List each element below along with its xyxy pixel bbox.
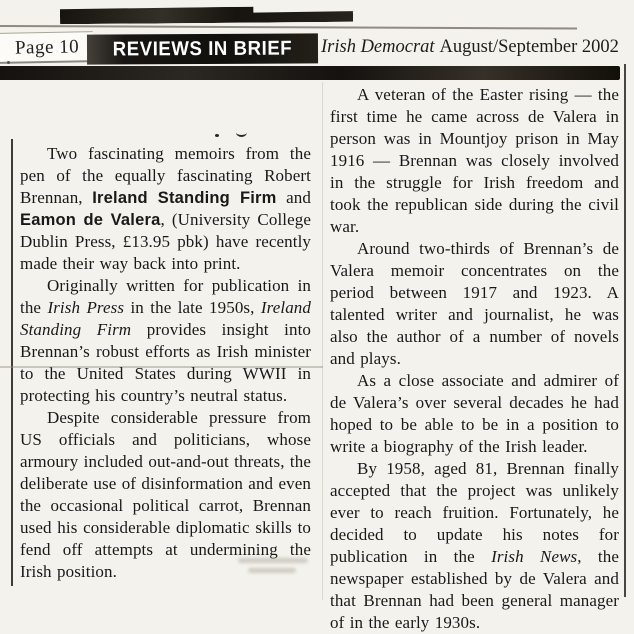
page-number-label <box>0 31 93 64</box>
issue-date: August/September 2002 <box>439 37 619 57</box>
paragraph <box>330 84 619 238</box>
scan-speck <box>7 61 10 64</box>
text-run-publication: Irish Press <box>47 298 125 317</box>
section-banner <box>87 33 318 64</box>
scan-edge-line <box>0 25 577 30</box>
text-run: provides insight into Brennan’s robust efforts as Irish minister to the United States during WWII in protecting his country’s neutral status. <box>20 320 312 405</box>
paragraph <box>20 143 311 275</box>
cropped-text-remnant <box>215 134 219 137</box>
left-column-border <box>11 139 13 586</box>
publication-name: Irish Democrat <box>321 37 435 57</box>
text-run: Two fascinating memoirs from the pen of the equally fascinating Robert Brennan, <box>20 144 311 207</box>
text-run: A veteran of the Easter rising — the first time he came across de Valera in person was in Mountjoy prison in May 1916 — Brennan was closely involved in the struggle for Irish freedom and took the republican side during the civil war. <box>330 85 619 236</box>
paragraph <box>330 370 619 458</box>
text-run: , (University College Dublin Press, £13.95 pbk) have recently made their way back into print. <box>20 210 311 273</box>
paragraph <box>20 407 311 583</box>
left-column <box>20 143 311 583</box>
text-run-book-title: Ireland Standing Firm <box>92 189 277 207</box>
text-run: and <box>276 188 311 207</box>
text-run: Despite considerable pressure from US officials and politicians, whose armoury included out-and-out threats, the deliberate use of disinformation and even the occasional political carrot, Brennan used his considerable diplomatic skills to fend off attempts at undermining the Irish position. <box>20 408 311 581</box>
column-seam <box>322 82 323 600</box>
paragraph <box>20 275 311 407</box>
text-run: By 1958, aged 81, Brennan finally accepted that the project was unlikely ever to reach fruition. Fortunately, he decided to update his notes for publication in the <box>330 459 619 566</box>
header-rule <box>0 66 620 80</box>
top-black-bar-fragment <box>60 6 353 25</box>
text-run: , the newspaper established by de Valera and that Brennan had been general manager of in the early 1930s. <box>330 547 619 632</box>
section-title: REVIEWS IN BRIEF <box>112 37 293 60</box>
cropped-text-remnant <box>236 128 247 137</box>
masthead <box>321 37 633 63</box>
right-column <box>330 84 619 634</box>
text-run-publication: Irish News <box>491 547 578 566</box>
right-column-border <box>624 64 626 597</box>
text-run-book-title: Eamon de Valera <box>20 211 161 229</box>
text-run: Originally written for publication in the <box>20 276 311 317</box>
text-run: As a close associate and admirer of de Valera’s over several decades he had hoped to be able to be in a position to write a biography of the Irish leader. <box>330 371 619 456</box>
paragraph <box>330 458 619 634</box>
page-number-text: Page 10 <box>14 36 80 59</box>
paragraph <box>330 238 619 370</box>
text-run-book-title: Ireland Standing Firm <box>20 298 311 339</box>
text-run: Around two-thirds of Brennan’s de Valera memoir concentrates on the period between 1917 and 1923. A talented writer and journalist, he was also the author of a number of novels and plays. <box>330 239 619 368</box>
text-run: in the late 1950s, <box>124 298 261 317</box>
bleed-through-marks <box>238 558 314 578</box>
